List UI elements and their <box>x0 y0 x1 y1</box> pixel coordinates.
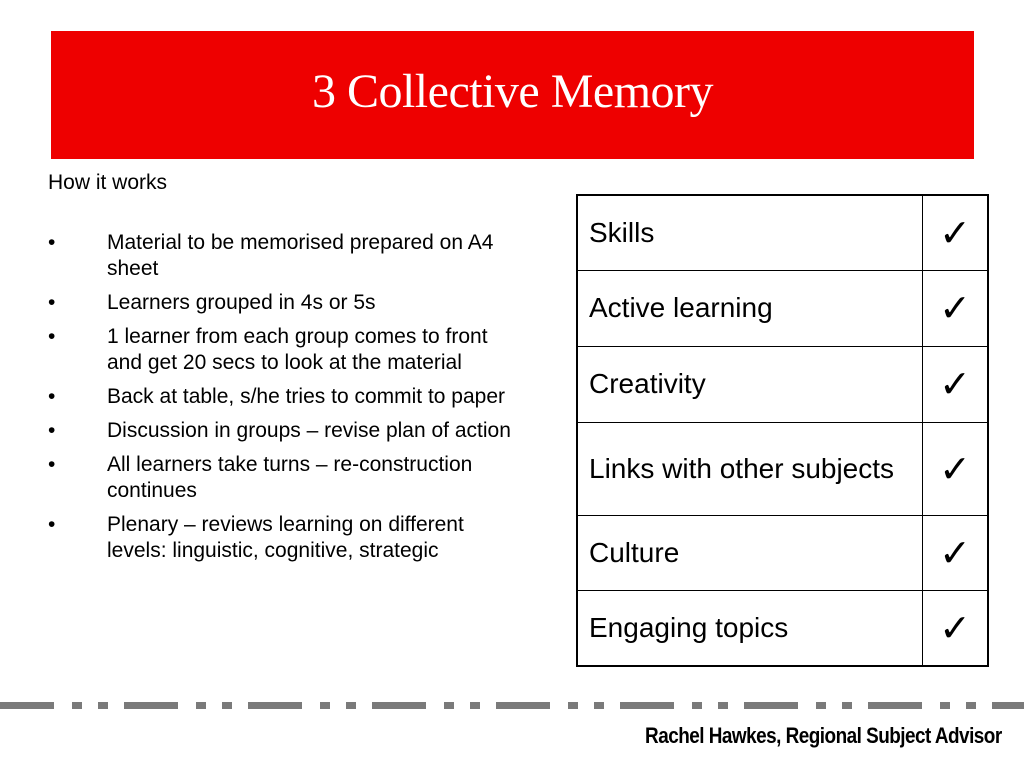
bullet-text: Discussion in groups – revise plan of action <box>107 419 511 442</box>
bullet-item <box>48 384 518 410</box>
bullet-item <box>48 290 518 316</box>
bullet-item <box>48 452 518 504</box>
table-row <box>577 422 988 515</box>
checkmark-icon: ✓ <box>923 422 989 515</box>
criterion-label: Engaging topics <box>577 590 923 666</box>
bullet-text: Material to be memorised prepared on A4 sheet <box>107 231 494 280</box>
bullet-text: Learners grouped in 4s or 5s <box>107 291 376 314</box>
slide-title: 3 Collective Memory <box>311 64 714 118</box>
bullet-text: 1 learner from each group comes to front and get 20 secs to look at the material <box>107 325 488 374</box>
bullet-marker: • <box>48 453 56 476</box>
checkmark-icon: ✓ <box>923 270 989 346</box>
bullet-list <box>48 230 518 572</box>
criterion-label: Links with other subjects <box>577 422 923 515</box>
criteria-table <box>576 194 989 667</box>
checkmark-icon: ✓ <box>923 346 989 422</box>
criterion-label: Culture <box>577 515 923 590</box>
bullet-marker: • <box>48 513 56 536</box>
table-row <box>577 346 988 422</box>
bullet-item <box>48 324 518 376</box>
table-row <box>577 270 988 346</box>
checkmark-icon: ✓ <box>923 590 989 666</box>
bullet-text: Back at table, s/he tries to commit to paper <box>107 385 506 408</box>
criterion-label: Skills <box>577 195 923 270</box>
checkmark-icon: ✓ <box>923 515 989 590</box>
table-row <box>577 515 988 590</box>
table-row <box>577 590 988 666</box>
bullet-marker: • <box>48 231 56 254</box>
bullet-item <box>48 418 518 444</box>
criterion-label: Active learning <box>577 270 923 346</box>
bullet-marker: • <box>48 291 56 314</box>
criterion-label: Creativity <box>577 346 923 422</box>
bullet-marker: • <box>48 385 56 408</box>
bullet-item <box>48 230 518 282</box>
checkmark-icon: ✓ <box>923 195 989 270</box>
footer-credit: Rachel Hawkes, Regional Subject Advisor <box>645 723 1002 748</box>
title-banner <box>51 31 974 159</box>
bullet-item <box>48 512 518 564</box>
bullet-text: Plenary – reviews learning on different levels: linguistic, cognitive, strategic <box>107 513 464 562</box>
subheading: How it works <box>48 171 168 194</box>
footer-divider <box>0 702 1024 709</box>
bullet-marker: • <box>48 325 56 348</box>
table-row <box>577 195 988 270</box>
bullet-text: All learners take turns – re-construction continues <box>107 453 473 502</box>
bullet-marker: • <box>48 419 56 442</box>
